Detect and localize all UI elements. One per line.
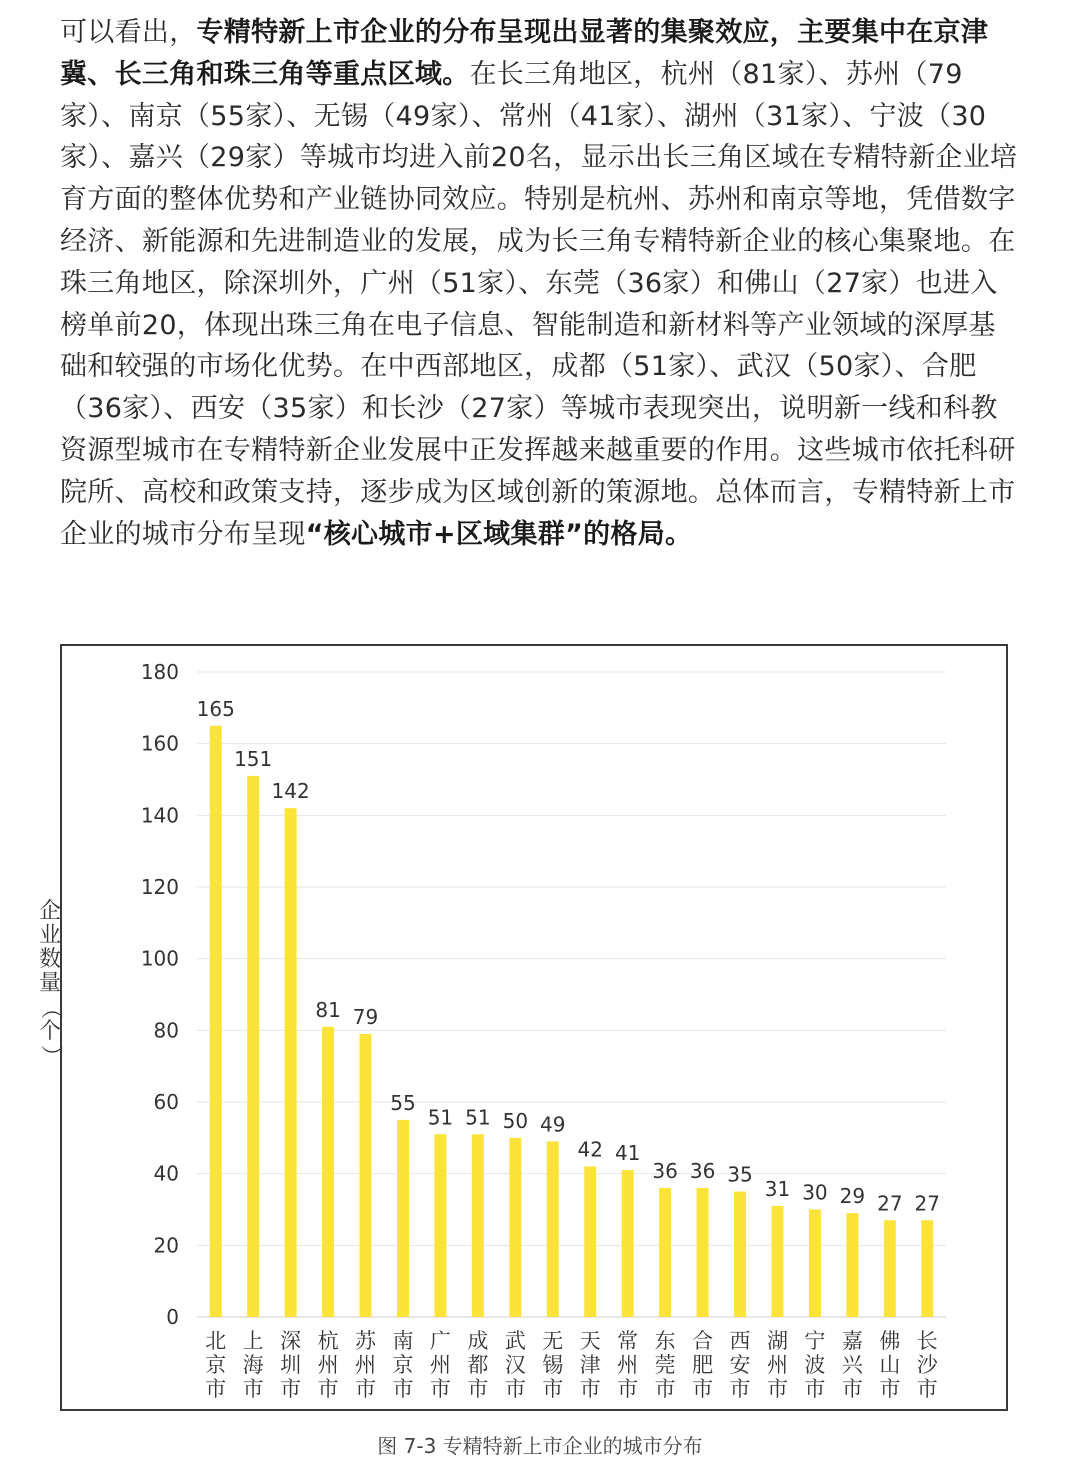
data-label: 30 <box>802 1180 828 1205</box>
bar <box>921 1220 933 1317</box>
data-label: 31 <box>764 1176 791 1201</box>
x-axis-ticks <box>205 1329 939 1401</box>
bar <box>322 1027 334 1317</box>
data-label: 81 <box>315 997 341 1022</box>
x-tick-label: 北京市 <box>205 1329 227 1401</box>
data-label: 51 <box>465 1105 491 1130</box>
data-label: 35 <box>727 1162 753 1187</box>
data-label: 165 <box>196 696 235 721</box>
data-label: 36 <box>689 1159 716 1183</box>
bar <box>247 776 259 1317</box>
y-tick-label: 80 <box>153 1018 179 1043</box>
x-tick-label: 常州市 <box>617 1329 639 1401</box>
x-tick-label: 无锡市 <box>542 1329 564 1401</box>
bar <box>509 1138 521 1317</box>
y-tick-label: 180 <box>140 660 179 684</box>
paragraph-bold-text: “核心城市+区域集群”的格局。 <box>305 518 693 550</box>
y-axis-label: 企 业 数 量 （ 个 ） <box>38 899 63 1067</box>
bar <box>771 1206 783 1317</box>
x-tick-label: 东莞市 <box>654 1329 676 1401</box>
x-tick-label: 苏州市 <box>355 1329 377 1401</box>
data-label: 79 <box>352 1004 379 1029</box>
paragraph-text: 可以看出， <box>60 17 197 48</box>
x-tick-label: 上海市 <box>242 1329 264 1401</box>
data-label: 51 <box>427 1105 454 1130</box>
x-tick-label: 长沙市 <box>916 1329 938 1401</box>
bar <box>434 1134 446 1317</box>
bar <box>210 726 222 1317</box>
paragraph-bold-text: 专精特新上市企业的分布呈现出显著的集聚效应，主要集中在京津冀、长三角和珠三角等重点区域。 <box>60 17 989 90</box>
bar <box>547 1141 559 1317</box>
x-tick-label: 嘉兴市 <box>841 1329 863 1401</box>
data-label: 41 <box>614 1141 641 1166</box>
x-tick-label: 武汉市 <box>504 1329 526 1401</box>
bar <box>809 1210 821 1318</box>
bar <box>360 1034 372 1317</box>
bar <box>884 1220 896 1317</box>
y-tick-label: 60 <box>153 1090 179 1114</box>
x-tick-label: 宁波市 <box>804 1329 826 1401</box>
data-label: 151 <box>234 746 273 771</box>
gridlines <box>197 672 946 1317</box>
data-label: 142 <box>271 779 310 804</box>
data-label: 50 <box>502 1108 529 1133</box>
x-tick-label: 杭州市 <box>317 1329 339 1401</box>
bar <box>846 1213 858 1317</box>
chart-frame <box>60 644 1008 1411</box>
bar <box>472 1134 484 1317</box>
bar <box>285 808 297 1317</box>
data-label: 27 <box>877 1191 903 1216</box>
bar <box>584 1167 596 1318</box>
y-tick-label: 160 <box>140 731 179 756</box>
y-tick-label: 20 <box>153 1233 179 1258</box>
x-tick-label: 深圳市 <box>280 1329 302 1401</box>
x-tick-label: 湖州市 <box>766 1329 788 1401</box>
y-tick-label: 120 <box>140 875 179 899</box>
figure-caption: 图 7-3 专精特新上市企业的城市分布 <box>377 1434 703 1458</box>
data-label: 42 <box>577 1137 603 1162</box>
bar <box>734 1192 746 1317</box>
data-label: 27 <box>914 1191 941 1216</box>
data-label: 29 <box>839 1184 866 1209</box>
x-tick-label: 佛山市 <box>879 1329 901 1401</box>
x-tick-label: 广州市 <box>429 1329 451 1401</box>
x-tick-label: 天津市 <box>579 1329 601 1401</box>
data-label: 49 <box>540 1112 566 1137</box>
x-tick-label: 合肥市 <box>692 1329 714 1401</box>
x-tick-label: 南京市 <box>392 1329 414 1401</box>
bar-chart <box>62 646 1006 1409</box>
y-tick-label: 40 <box>153 1161 179 1186</box>
x-tick-label: 西安市 <box>729 1329 751 1401</box>
x-tick-label: 成都市 <box>467 1329 489 1401</box>
bar <box>659 1188 671 1317</box>
data-label: 36 <box>652 1159 678 1183</box>
paragraph-text: 在长三角地区，杭州（81家）、苏州（79家）、南京（55家）、无锡（49家）、常州（41家）、湖州（31家）、宁波（30家）、嘉兴（29家）等城市均进入前20名，显示出长三角区域在专精特新企业培育方面的整体优势和产业链协同效应。特别是杭州、苏州和南京等地，凭借数字经济、新能源和先进制造业的发展，成为长三角专精特新企业的核心集聚地。在珠三角地区，除深圳外，广州（51家）、东莞（36家）和佛山（27家）也进入榜单前20，体现出珠三角在电子信息、智能制造和新材料等产业领域的深厚基础和较强的市场化优势。在中西部地区，成都（51家）、武汉（50家）、合肥（36家）、西安（35家）和长沙（27家）等城市表现突出，说明新一线和科教资源型城市在专精特新企业发展中正发挥越来越重要的作用。这些城市依托科研院所、高校和政策支持，逐步成为区域创新的策源地。总体而言，专精特新上市企业的城市分布呈现 <box>60 58 1018 550</box>
y-tick-label: 0 <box>166 1305 179 1329</box>
bar <box>697 1188 709 1317</box>
bar <box>622 1170 634 1317</box>
data-label: 55 <box>390 1090 416 1115</box>
data-labels <box>197 697 940 1216</box>
body-paragraph <box>60 12 1020 555</box>
y-tick-label: 100 <box>140 946 179 971</box>
bar <box>397 1120 409 1317</box>
y-axis-ticks <box>141 660 179 1329</box>
y-tick-label: 140 <box>140 803 179 828</box>
